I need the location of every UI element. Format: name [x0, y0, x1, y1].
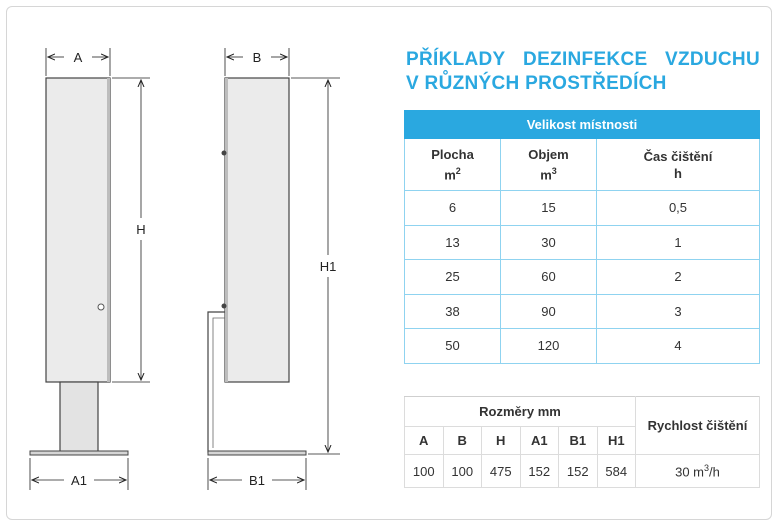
side-knob-icon	[222, 151, 227, 156]
dim-value: 100	[443, 455, 482, 488]
front-view	[30, 48, 150, 490]
table-cell: 3	[597, 294, 760, 329]
table-cell: 4	[597, 329, 760, 364]
dim-value: 152	[559, 455, 598, 488]
table-cell: 25	[405, 260, 501, 295]
table-cell: 13	[405, 225, 501, 260]
col-time-name: Čas čištění	[643, 148, 713, 164]
table-cell: 6	[405, 191, 501, 226]
speed-value-unit: /h	[709, 464, 720, 480]
table-row	[405, 225, 760, 260]
title-word-2: DEZINFEKCE	[523, 49, 648, 70]
room-size-table	[404, 110, 760, 364]
dim-label-b1: B1	[249, 473, 265, 488]
dim-value: 100	[405, 455, 444, 488]
speed-value	[636, 455, 760, 488]
dim-letter: H	[482, 427, 521, 455]
table-cell: 2	[597, 260, 760, 295]
table-cell: 120	[501, 329, 597, 364]
front-knob-icon	[98, 304, 104, 310]
dim-letter: A1	[520, 427, 559, 455]
dim-label-a1: A1	[71, 473, 87, 488]
col-volume-name: Objem	[528, 146, 569, 162]
col-area-name: Plocha	[431, 146, 474, 162]
col-time-unit: h	[674, 165, 682, 181]
side-body-shade	[225, 78, 228, 382]
col-area-header	[405, 139, 501, 191]
table-cell: 60	[501, 260, 597, 295]
dim-letter: A	[405, 427, 444, 455]
side-view	[208, 48, 340, 490]
speed-value-exp: 3	[704, 462, 710, 473]
col-time-header	[597, 139, 760, 191]
table-cell: 50	[405, 329, 501, 364]
table-cell: 30	[501, 225, 597, 260]
col-volume-exp: 3	[551, 165, 557, 176]
dim-value: 475	[482, 455, 521, 488]
front-body	[46, 78, 110, 382]
title-line-2: V RŮZNÝCH PROSTŘEDÍCH	[406, 73, 667, 94]
dim-letter: B	[443, 427, 482, 455]
room-table-header: Velikost místnosti	[405, 111, 760, 139]
dim-letter: H1	[597, 427, 636, 455]
dim-label-h: H	[136, 222, 146, 237]
speed-header: Rychlost čištění	[636, 397, 760, 455]
dims-header: Rozměry mm	[405, 397, 636, 427]
table-cell: 0,5	[597, 191, 760, 226]
table-cell: 15	[501, 191, 597, 226]
front-body-shade	[107, 78, 110, 382]
dim-label-a: A	[73, 50, 83, 65]
col-volume-header	[501, 139, 597, 191]
side-body	[225, 78, 289, 382]
front-stand-column	[60, 382, 98, 454]
table-row	[405, 455, 760, 488]
title-word-1: PŘÍKLADY	[406, 49, 506, 70]
col-volume-unit: m	[540, 167, 552, 183]
table-cell: 90	[501, 294, 597, 329]
table-cell: 1	[597, 225, 760, 260]
table-row	[405, 329, 760, 364]
dim-value: 584	[597, 455, 636, 488]
table-cell: 38	[405, 294, 501, 329]
col-area-exp: 2	[455, 165, 461, 176]
dim-letter: B1	[559, 427, 598, 455]
dim-value: 152	[520, 455, 559, 488]
table-row	[405, 294, 760, 329]
table-row	[405, 260, 760, 295]
side-knob-icon-lower	[222, 304, 227, 309]
speed-value-number: 30 m	[675, 464, 705, 480]
page-title	[406, 48, 760, 96]
table-row	[405, 191, 760, 226]
dim-label-b: B	[252, 50, 262, 65]
col-area-unit: m	[444, 167, 456, 183]
dimensions-table	[404, 396, 760, 488]
side-base	[208, 451, 306, 455]
front-base	[30, 451, 128, 455]
title-word-3: VZDUCHU	[664, 49, 760, 70]
dim-label-h1: H1	[319, 259, 337, 274]
title-line-1	[406, 48, 760, 72]
side-stand-inner	[213, 318, 225, 448]
